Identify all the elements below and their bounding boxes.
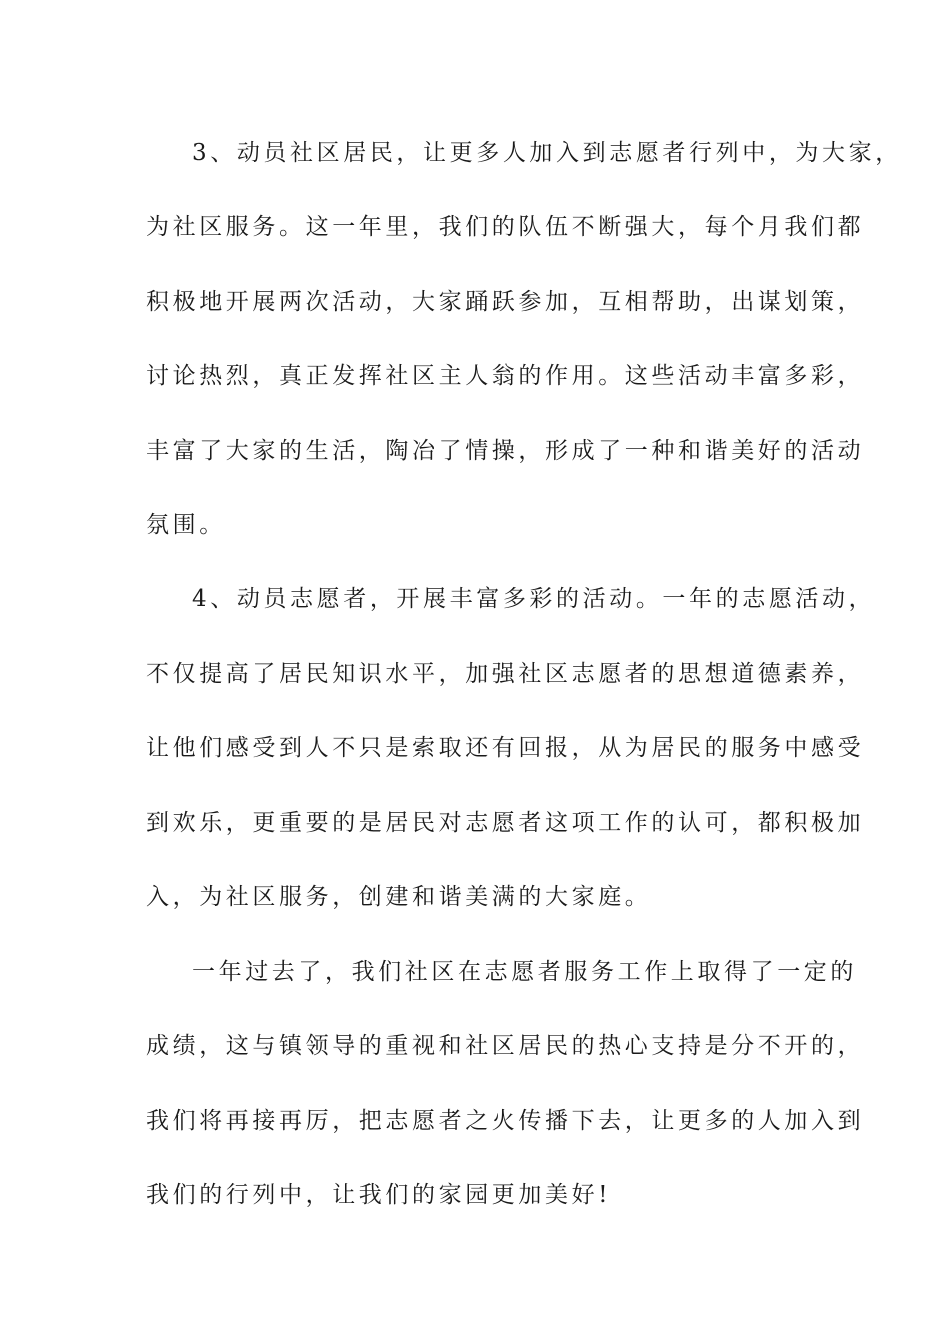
- paragraph-2-line-1: 4、动员志愿者，开展丰富多彩的活动。一年的志愿活动，: [192, 586, 876, 612]
- paragraph-2-line-3: 让他们感受到人不只是索取还有回报，从为居民的服务中感受: [146, 735, 865, 761]
- paragraph-3-line-1: 一年过去了，我们社区在志愿者服务工作上取得了一定的: [192, 959, 857, 985]
- paragraph-3-line-3: 我们将再接再厉，把志愿者之火传播下去，让更多的人加入到: [146, 1108, 865, 1134]
- paragraph-1-line-4: 讨论热烈，真正发挥社区主人翁的作用。这些活动丰富多彩，: [146, 363, 865, 389]
- paragraph-2-line-5: 入，为社区服务，创建和谐美满的大家庭。: [146, 884, 652, 910]
- paragraph-1-line-1: 3、动员社区居民，让更多人加入到志愿者行列中，为大家，: [192, 140, 902, 166]
- paragraph-1-line-3: 积极地开展两次活动，大家踊跃参加，互相帮助，出谋划策，: [146, 289, 865, 315]
- paragraph-3-line-2: 成绩，这与镇领导的重视和社区居民的热心支持是分不开的，: [146, 1033, 865, 1059]
- paragraph-2-line-2: 不仅提高了居民知识水平，加强社区志愿者的思想道德素养，: [146, 661, 865, 687]
- paragraph-1-line-5: 丰富了大家的生活，陶冶了情操，形成了一种和谐美好的活动: [146, 438, 865, 464]
- paragraph-3-line-4: 我们的行列中，让我们的家园更加美好!: [146, 1182, 612, 1208]
- paragraph-1-line-2: 为社区服务。这一年里，我们的队伍不断强大，每个月我们都: [146, 214, 865, 240]
- paragraph-1-line-6: 氛围。: [146, 512, 226, 538]
- paragraph-2-line-4: 到欢乐，更重要的是居民对志愿者这项工作的认可，都积极加: [146, 810, 865, 836]
